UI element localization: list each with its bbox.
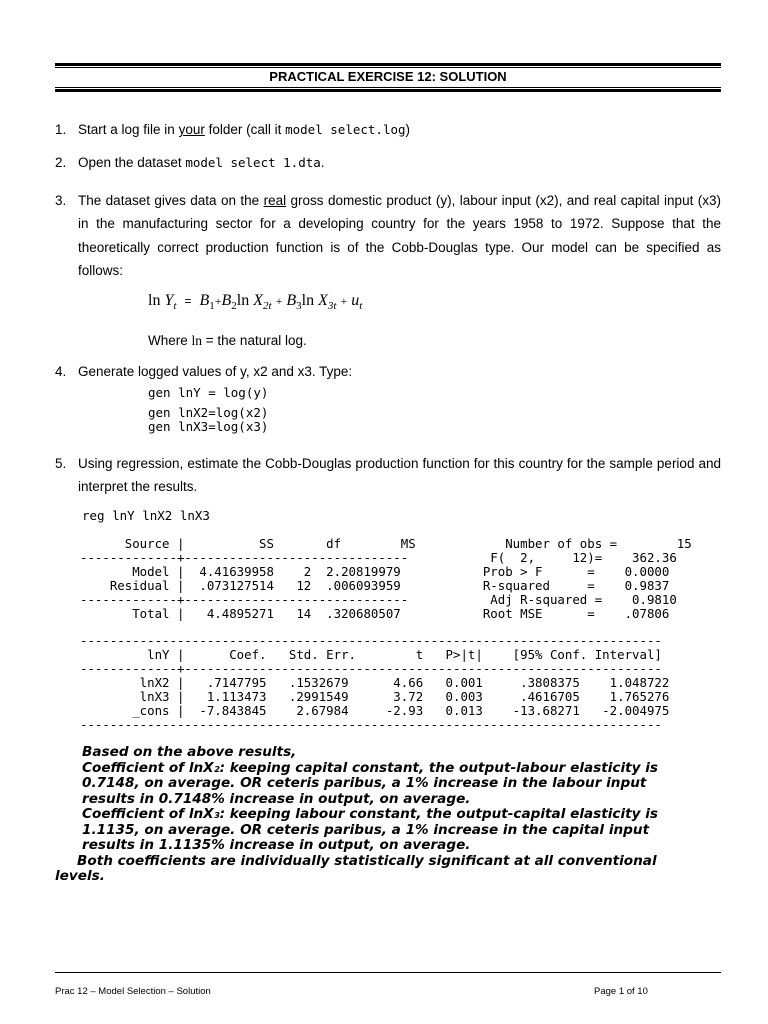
item-text: The dataset gives data on the [78, 193, 260, 208]
item-text: Start a log file in [78, 122, 179, 137]
interpretation-line: 1.1135, on average. OR ceteris paribus, a 1% increase in the capital input [82, 821, 650, 838]
reg-command: reg lnY lnX2 lnX3 [82, 508, 210, 523]
item-text: folder (call it [204, 122, 286, 137]
list-item-3 [78, 189, 721, 282]
footer-left: Prac 12 – Model Selection – Solution [55, 986, 211, 997]
page-number: Page 1 of 10 [594, 986, 648, 997]
header-top-rule-thin [55, 67, 721, 68]
interpretation-line: results in 0.7148% increase in output, on average. [82, 790, 471, 807]
gen-command-1: gen lnY = log(y) [148, 385, 269, 400]
where-note [148, 333, 307, 349]
item-number: 5. [55, 456, 67, 471]
item-text: gross domestic product (y), labour input (x2), and real capital input (x3) in the manufacturing sector for a developing country for the years 1958 to 1972. Suppose that the theoretically correct production function is of the Cobb-Douglas type. Our model can be specified as follows: [78, 193, 721, 278]
page-title: PRACTICAL EXERCISE 12: SOLUTION [269, 69, 507, 84]
footer-rule [55, 972, 721, 973]
regression-output: Source | SS df MS Number of obs = 15 -------------+------------------------------ F( 2, 12)= 362.36 Model | 4.41639958 2 2.20819979 Prob > F = 0.0000 Residual | .073127514 12 .006093959 R-squared = 0.9837 -------------+------------------------------ Adj R-squared = 0.9810 Total | 4.4895271 14 .320680507 Root MSE = .07806 ------------------------------------------------------------------------------ lnY | Coef. Std. Err. t P>|t| [95% Conf. Interval] -------------+---------------------------------------------------------------- lnX2 | .7147795 .1532679 4.66 0.001 .3808375 1.048722 lnX3 | 1.113473 .2991549 3.72 0.003 .4616705 1.765276 _cons | -7.843845 2.67984 -2.93 0.013 -13.68271 -2.004975 ------------------------------------------------------------------------------ [80, 536, 692, 732]
interpretation [55, 745, 721, 885]
header-bottom-rule-thin [55, 87, 721, 88]
where-ln: ln [191, 333, 203, 348]
item-number: 4. [55, 364, 67, 379]
item-text: Using regression, estimate the Cobb-Douglas production function for this country for the sample period and interpret the results. [78, 456, 721, 495]
interpretation-line: Coefficient of lnX₃: keeping labour constant, the output-capital elasticity is [82, 806, 658, 822]
interpretation-line: results in 1.1135% increase in output, on average. [82, 837, 471, 853]
interpretation-line: Both coefficients are individually statistically significant at all conventional [77, 852, 657, 869]
item-number: 1. [55, 122, 67, 137]
header-bottom-rule [55, 89, 721, 92]
header-top-rule [55, 63, 721, 66]
item-text: ) [405, 122, 411, 137]
item-text: . [320, 155, 325, 170]
list-item-5 [78, 452, 721, 499]
where-text: Where [148, 333, 192, 348]
code-filename: model select.log [285, 122, 406, 137]
item-number: 2. [55, 155, 67, 170]
cobb-douglas-equation: $\ln Y_t = B_1+B_2\ln$ $X_{2t} + B_3\ln$ $X_{3t} + u_t$ [148, 292, 363, 313]
item-underline: your [178, 122, 205, 137]
where-text: = the natural log. [202, 333, 307, 348]
code-filename: model select 1.dta [185, 155, 321, 170]
item-text: Generate logged values of y, x2 and x3. Type: [78, 364, 353, 379]
item-number: 3. [55, 193, 67, 208]
gen-command-3: gen lnX3=log(x3) [148, 419, 269, 434]
interpretation-line: Based on the above results, [82, 744, 297, 760]
gen-command-2: gen lnX2=log(x2) [148, 405, 269, 420]
interpretation-line: 0.7148, on average. OR ceteris paribus, a 1% increase in the labour input [82, 775, 647, 791]
interpretation-line: levels. [55, 868, 105, 884]
interpretation-line: Coefficient of lnX₂: keeping capital constant, the output-labour elasticity is [82, 759, 658, 776]
item-underline: real [263, 193, 287, 208]
item-text: Open the dataset [78, 155, 186, 170]
